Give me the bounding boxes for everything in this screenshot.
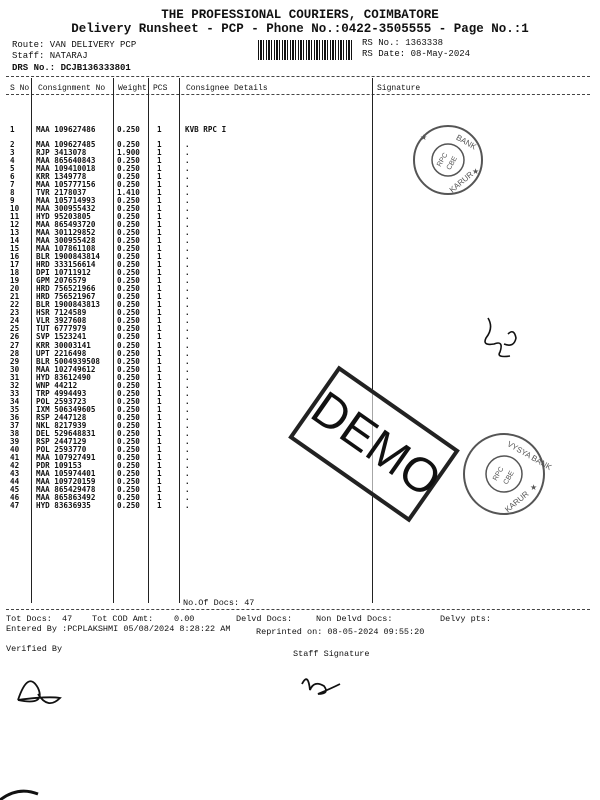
row-pcs: 1 xyxy=(157,324,162,334)
row-consignee: KVB RPC I xyxy=(185,125,227,134)
row-consignment: HRD 756521966 xyxy=(36,284,96,294)
col-consignment: Consignment No xyxy=(38,84,106,93)
row-consignee: . xyxy=(185,156,190,166)
row-sno: 12 xyxy=(10,220,20,230)
star-icon: ★ xyxy=(530,483,538,492)
row-weight: 0.250 xyxy=(117,164,140,174)
stamp2-text-mid2: CBE xyxy=(502,469,516,486)
tot-docs-label: Tot Docs: xyxy=(6,614,52,624)
col-signature: Signature xyxy=(377,84,421,93)
row-weight: 0.250 xyxy=(117,244,140,254)
row-pcs: 1 xyxy=(157,452,162,462)
row-sno: 14 xyxy=(10,236,20,246)
row-weight: 0.250 xyxy=(117,396,140,406)
tot-docs-value: 47 xyxy=(62,614,73,624)
row-weight: 0.250 xyxy=(117,484,140,494)
row-pcs: 1 xyxy=(157,348,162,358)
drs-number: DRS No.: DCJB136333801 xyxy=(12,63,131,73)
row-pcs: 1 xyxy=(157,196,162,206)
row-weight: 0.250 xyxy=(117,268,140,278)
row-consignment: BLR 5004939508 xyxy=(36,356,101,366)
row-consignee: . xyxy=(185,188,190,198)
row-pcs: 1 xyxy=(157,292,162,302)
row-pcs: 1 xyxy=(157,372,162,382)
row-weight: 0.250 xyxy=(117,212,140,222)
row-sno: 6 xyxy=(10,172,15,182)
row-consignment: HRD 756521967 xyxy=(36,292,96,302)
col-sno: S No xyxy=(10,84,30,93)
rs-number: RS No.: 1363338 xyxy=(362,38,444,48)
row-weight: 0.250 xyxy=(117,404,140,414)
row-sno: 40 xyxy=(10,444,20,454)
row-weight: 0.250 xyxy=(117,412,140,422)
row-consignment: HRD 333156614 xyxy=(36,260,96,270)
row-weight: 0.250 xyxy=(117,140,140,149)
bank-stamp-2 xyxy=(464,434,554,514)
row-weight: 0.250 xyxy=(117,500,140,510)
row-pcs: 1 xyxy=(157,428,162,438)
stamp1-text-mid2: CBE xyxy=(445,155,459,172)
row-pcs: 1 xyxy=(157,412,162,422)
row-consignment: IXM 506349605 xyxy=(36,404,96,414)
row-pcs: 1 xyxy=(157,284,162,294)
runsheet-subtitle: Delivery Runsheet - PCP - Phone No.:0422-3505555 - Page No.:1 xyxy=(71,22,529,36)
bank-stamp-1 xyxy=(414,126,482,195)
row-weight: 0.250 xyxy=(117,172,140,182)
stamp2-text-top: VYSYA BANK xyxy=(505,439,554,473)
row-consignment: KRR 1349778 xyxy=(36,172,87,182)
row-sno: 16 xyxy=(10,252,20,262)
row-consignment: PDR 109153 xyxy=(36,460,82,470)
row-consignment: POL 2593723 xyxy=(36,396,87,406)
delvy-pts: Delvy pts: xyxy=(440,614,492,624)
row-pcs: 1 xyxy=(157,420,162,430)
row-weight: 0.250 xyxy=(117,252,140,262)
row-pcs: 1 xyxy=(157,316,162,326)
row-sno: 1 xyxy=(10,125,15,134)
row-pcs: 1 xyxy=(157,308,162,318)
row-consignment: MAA 102749612 xyxy=(36,364,96,374)
row-consignment: RJP 3413078 xyxy=(36,148,87,158)
row-sno: 30 xyxy=(10,364,20,374)
route-label: Route: VAN DELIVERY PCP xyxy=(12,40,137,50)
row-weight: 0.250 xyxy=(117,476,140,486)
col-pcs: PCS xyxy=(153,84,168,93)
row-consignment: HSR 7124589 xyxy=(36,308,87,318)
row-weight: 0.250 xyxy=(117,308,140,318)
row-sno: 43 xyxy=(10,468,20,478)
row-sno: 22 xyxy=(10,300,20,310)
row-sno: 27 xyxy=(10,340,20,350)
row-sno: 21 xyxy=(10,292,20,302)
row-sno: 2 xyxy=(10,140,15,149)
row-sno: 25 xyxy=(10,324,20,334)
row-weight: 0.250 xyxy=(117,348,140,358)
non-delvd-docs: Non Delvd Docs: xyxy=(316,614,393,624)
row-consignee: . xyxy=(185,492,190,502)
col-weight: Weight xyxy=(118,84,147,93)
row-pcs: 1 xyxy=(157,268,162,278)
row-consignee: . xyxy=(185,220,190,230)
row-weight: 0.250 xyxy=(117,228,140,238)
row-weight: 0.250 xyxy=(117,316,140,326)
row-sno: 13 xyxy=(10,228,20,238)
row-weight: 0.250 xyxy=(117,180,140,190)
row-consignment: KRR 30003141 xyxy=(36,340,91,350)
row-consignee: . xyxy=(185,340,190,350)
row-consignment: BLR 1900843814 xyxy=(36,252,101,262)
row-consignee: . xyxy=(185,164,190,174)
row-consignment: MAA 865640843 xyxy=(36,156,96,166)
row-pcs: 1 xyxy=(157,380,162,390)
row-pcs: 1 xyxy=(157,300,162,310)
rs-date: RS Date: 08-May-2024 xyxy=(362,49,471,59)
row-weight: 0.250 xyxy=(117,220,140,230)
row-weight: 0.250 xyxy=(117,204,140,214)
row-consignee: . xyxy=(185,468,190,478)
row-consignee: . xyxy=(185,228,190,238)
row-sno: 10 xyxy=(10,204,20,214)
row-pcs: 1 xyxy=(157,276,162,286)
row-pcs: 1 xyxy=(157,228,162,238)
row-weight: 0.250 xyxy=(117,372,140,382)
row-consignee: . xyxy=(185,172,190,182)
delvd-docs: Delvd Docs: xyxy=(236,614,293,624)
row-sno: 20 xyxy=(10,284,20,294)
row-consignment: HYD 95203805 xyxy=(36,212,91,222)
row-consignee: . xyxy=(185,404,190,414)
row-pcs: 1 xyxy=(157,492,162,502)
row-pcs: 1 xyxy=(157,172,162,182)
row-weight: 1.900 xyxy=(117,148,140,158)
star-icon: ★ xyxy=(420,133,428,142)
row-weight: 0.250 xyxy=(117,380,140,390)
row-sno: 37 xyxy=(10,420,20,430)
row-sno: 24 xyxy=(10,316,20,326)
tot-cod-label: Tot COD Amt: xyxy=(92,614,154,624)
row-weight: 0.250 xyxy=(117,356,140,366)
row-consignee: . xyxy=(185,276,190,286)
row-consignment: BLR 1900843813 xyxy=(36,300,101,310)
row-consignment: MAA 865863492 xyxy=(36,492,96,502)
row-pcs: 1 xyxy=(157,468,162,478)
row-consignee: . xyxy=(185,324,190,334)
row-weight: 0.250 xyxy=(117,276,140,286)
row-consignee: . xyxy=(185,196,190,206)
row-consignment: MAA 109720159 xyxy=(36,476,96,486)
row-consignment: DPI 10711912 xyxy=(36,268,91,278)
demo-stamp: DEMO xyxy=(288,366,460,523)
row-pcs: 1 xyxy=(157,164,162,174)
row-weight: 0.250 xyxy=(117,364,140,374)
no-of-docs: No.Of Docs: 47 xyxy=(183,598,255,608)
row-sno: 36 xyxy=(10,412,20,422)
row-pcs: 1 xyxy=(157,244,162,254)
row-sno: 47 xyxy=(10,500,20,510)
row-consignee: . xyxy=(185,420,190,430)
row-consignment: SVP 1523241 xyxy=(36,332,87,342)
stamp2-text-mid: RPC xyxy=(492,465,506,483)
row-consignee: . xyxy=(185,412,190,422)
row-sno: 3 xyxy=(10,148,15,158)
row-consignment: MAA 109410018 xyxy=(36,164,96,174)
row-consignee: . xyxy=(185,244,190,254)
row-sno: 32 xyxy=(10,380,20,390)
row-sno: 9 xyxy=(10,196,15,206)
row-pcs: 1 xyxy=(157,204,162,214)
row-consignment: MAA 105714993 xyxy=(36,196,96,206)
row-pcs: 1 xyxy=(157,356,162,366)
row-consignment: RSP 2447129 xyxy=(36,436,87,446)
row-pcs: 1 xyxy=(157,340,162,350)
row-pcs: 1 xyxy=(157,220,162,230)
staff-signature xyxy=(302,679,340,694)
row-consignee: . xyxy=(185,476,190,486)
row-pcs: 1 xyxy=(157,364,162,374)
row-consignee: . xyxy=(185,212,190,222)
row-consignee: . xyxy=(185,372,190,382)
verified-signature xyxy=(18,681,60,703)
row-sno: 42 xyxy=(10,460,20,470)
row-sno: 33 xyxy=(10,388,20,398)
row-consignee: . xyxy=(185,364,190,374)
row-pcs: 1 xyxy=(157,500,162,510)
row-consignment: MAA 300955428 xyxy=(36,236,96,246)
row-consignment: MAA 105777156 xyxy=(36,180,96,190)
row-consignment: DEL 529648831 xyxy=(36,428,96,438)
row-pcs: 1 xyxy=(157,388,162,398)
row-consignee: . xyxy=(185,252,190,262)
row-sno: 34 xyxy=(10,396,20,406)
row-weight: 0.250 xyxy=(117,324,140,334)
company-title: THE PROFESSIONAL COURIERS, COIMBATORE xyxy=(161,8,439,22)
row-consignee: . xyxy=(185,500,190,510)
row-pcs: 1 xyxy=(157,140,162,149)
row-sno: 38 xyxy=(10,428,20,438)
row-weight: 1.410 xyxy=(117,188,140,198)
row-consignment: POL 2593770 xyxy=(36,444,87,454)
row-pcs: 1 xyxy=(157,396,162,406)
row-pcs: 1 xyxy=(157,404,162,414)
row-consignee: . xyxy=(185,316,190,326)
row-sno: 19 xyxy=(10,276,20,286)
row-sno: 8 xyxy=(10,188,15,198)
row-weight: 0.250 xyxy=(117,292,140,302)
row-consignment: MAA 301129852 xyxy=(36,228,96,238)
row-consignment: MAA 109627486 xyxy=(36,125,96,134)
row-sno: 23 xyxy=(10,308,20,318)
row-pcs: 1 xyxy=(157,236,162,246)
row-sno: 4 xyxy=(10,156,15,166)
entered-by: Entered By :PCPLAKSHMI 05/08/2024 8:28:22 AM xyxy=(6,624,231,634)
row-weight: 0.250 xyxy=(117,300,140,310)
row-consignment: GPM 2076579 xyxy=(36,276,87,286)
row-consignee: . xyxy=(185,444,190,454)
row-sno: 15 xyxy=(10,244,20,254)
row-consignee: . xyxy=(185,388,190,398)
row-consignee: . xyxy=(185,268,190,278)
row-consignee: . xyxy=(185,380,190,390)
row-weight: 0.250 xyxy=(117,436,140,446)
row-consignee: . xyxy=(185,356,190,366)
row-pcs: 1 xyxy=(157,180,162,190)
row-consignment: MAA 107861108 xyxy=(36,244,96,254)
row-pcs: 1 xyxy=(157,260,162,270)
row-weight: 0.250 xyxy=(117,452,140,462)
row-sno: 41 xyxy=(10,452,20,462)
row-consignment: TUT 6777979 xyxy=(36,324,87,334)
row-weight: 0.250 xyxy=(117,284,140,294)
stamp1-text-bottom: KARUR xyxy=(447,169,475,195)
row-sno: 18 xyxy=(10,268,20,278)
row-consignment: TVR 2178037 xyxy=(36,188,87,198)
row-pcs: 1 xyxy=(157,444,162,454)
row-sno: 46 xyxy=(10,492,20,502)
row-consignee: . xyxy=(185,260,190,270)
row-weight: 0.250 xyxy=(117,260,140,270)
row-consignee: . xyxy=(185,140,190,149)
row-weight: 0.250 xyxy=(117,332,140,342)
row-sno: 5 xyxy=(10,164,15,174)
row-pcs: 1 xyxy=(157,188,162,198)
row-sno: 31 xyxy=(10,372,20,382)
row-sno: 35 xyxy=(10,404,20,414)
row-consignee: . xyxy=(185,300,190,310)
stamp2-text-bottom: KARUR xyxy=(503,489,531,515)
row-sno: 29 xyxy=(10,356,20,366)
row-pcs: 1 xyxy=(157,476,162,486)
row-weight: 0.250 xyxy=(117,428,140,438)
row-consignee: . xyxy=(185,180,190,190)
row-weight: 0.250 xyxy=(117,444,140,454)
row-sno: 44 xyxy=(10,476,20,486)
stamp1-text-top: BANK xyxy=(454,132,478,152)
row-consignee: . xyxy=(185,204,190,214)
row-consignment: HYD 83612490 xyxy=(36,372,91,382)
row-pcs: 1 xyxy=(157,436,162,446)
row-weight: 0.250 xyxy=(117,460,140,470)
row-consignee: . xyxy=(185,308,190,318)
row-consignee: . xyxy=(185,428,190,438)
row-sno: 7 xyxy=(10,180,15,190)
row-consignee: . xyxy=(185,460,190,470)
row-consignment: HYD 83636935 xyxy=(36,500,91,510)
row-consignment: MAA 865493720 xyxy=(36,220,96,230)
row-pcs: 1 xyxy=(157,460,162,470)
row-sno: 17 xyxy=(10,260,20,270)
row-weight: 0.250 xyxy=(117,156,140,166)
row-consignment: UPT 2216498 xyxy=(36,348,87,358)
row-sno: 11 xyxy=(10,212,20,222)
row-weight: 0.250 xyxy=(117,196,140,206)
row-consignment: RSP 2447128 xyxy=(36,412,87,422)
tot-cod-value: 0.00 xyxy=(174,614,195,624)
row-consignee: . xyxy=(185,292,190,302)
row-pcs: 1 xyxy=(157,125,162,134)
row-consignment: MAA 105974401 xyxy=(36,468,96,478)
corner-mark xyxy=(0,791,38,800)
stamp1-text-mid: RPC xyxy=(436,151,450,169)
staff-label: Staff: NATARAJ xyxy=(12,51,88,61)
row-consignment: VLR 3927608 xyxy=(36,316,87,326)
row-weight: 0.250 xyxy=(117,388,140,398)
staff-signature-label: Staff Signature xyxy=(293,649,370,659)
verified-by: Verified By xyxy=(6,644,63,654)
row-consignment: WNP 44212 xyxy=(36,380,78,390)
row-pcs: 1 xyxy=(157,332,162,342)
row-consignment: TRP 4994493 xyxy=(36,388,87,398)
row-consignee: . xyxy=(185,332,190,342)
row-consignee: . xyxy=(185,396,190,406)
row-weight: 0.250 xyxy=(117,340,140,350)
row-sno: 28 xyxy=(10,348,20,358)
row-weight: 0.250 xyxy=(117,125,140,134)
row-consignment: MAA 300955432 xyxy=(36,204,96,214)
row-weight: 0.250 xyxy=(117,236,140,246)
row-weight: 0.250 xyxy=(117,492,140,502)
row-consignment: MAA 109627485 xyxy=(36,140,96,149)
row-sno: 39 xyxy=(10,436,20,446)
signature-scribble-1 xyxy=(485,318,516,357)
row-pcs: 1 xyxy=(157,212,162,222)
row-pcs: 1 xyxy=(157,484,162,494)
col-consignee: Consignee Details xyxy=(186,84,268,93)
row-consignee: . xyxy=(185,348,190,358)
row-pcs: 1 xyxy=(157,148,162,158)
row-consignee: . xyxy=(185,148,190,158)
row-sno: 45 xyxy=(10,484,20,494)
reprinted-on: Reprinted on: 08-05-2024 09:55:20 xyxy=(256,627,425,637)
row-consignee: . xyxy=(185,484,190,494)
row-consignee: . xyxy=(185,452,190,462)
row-weight: 0.250 xyxy=(117,420,140,430)
row-consignee: . xyxy=(185,436,190,446)
row-pcs: 1 xyxy=(157,156,162,166)
row-pcs: 1 xyxy=(157,252,162,262)
row-sno: 26 xyxy=(10,332,20,342)
row-weight: 0.250 xyxy=(117,468,140,478)
row-consignment: MAA 865429478 xyxy=(36,484,96,494)
row-consignment: NKL 8217939 xyxy=(36,420,87,430)
star-icon: ★ xyxy=(472,167,480,176)
row-consignee: . xyxy=(185,236,190,246)
row-consignment: MAA 107927491 xyxy=(36,452,96,462)
row-consignee: . xyxy=(185,284,190,294)
